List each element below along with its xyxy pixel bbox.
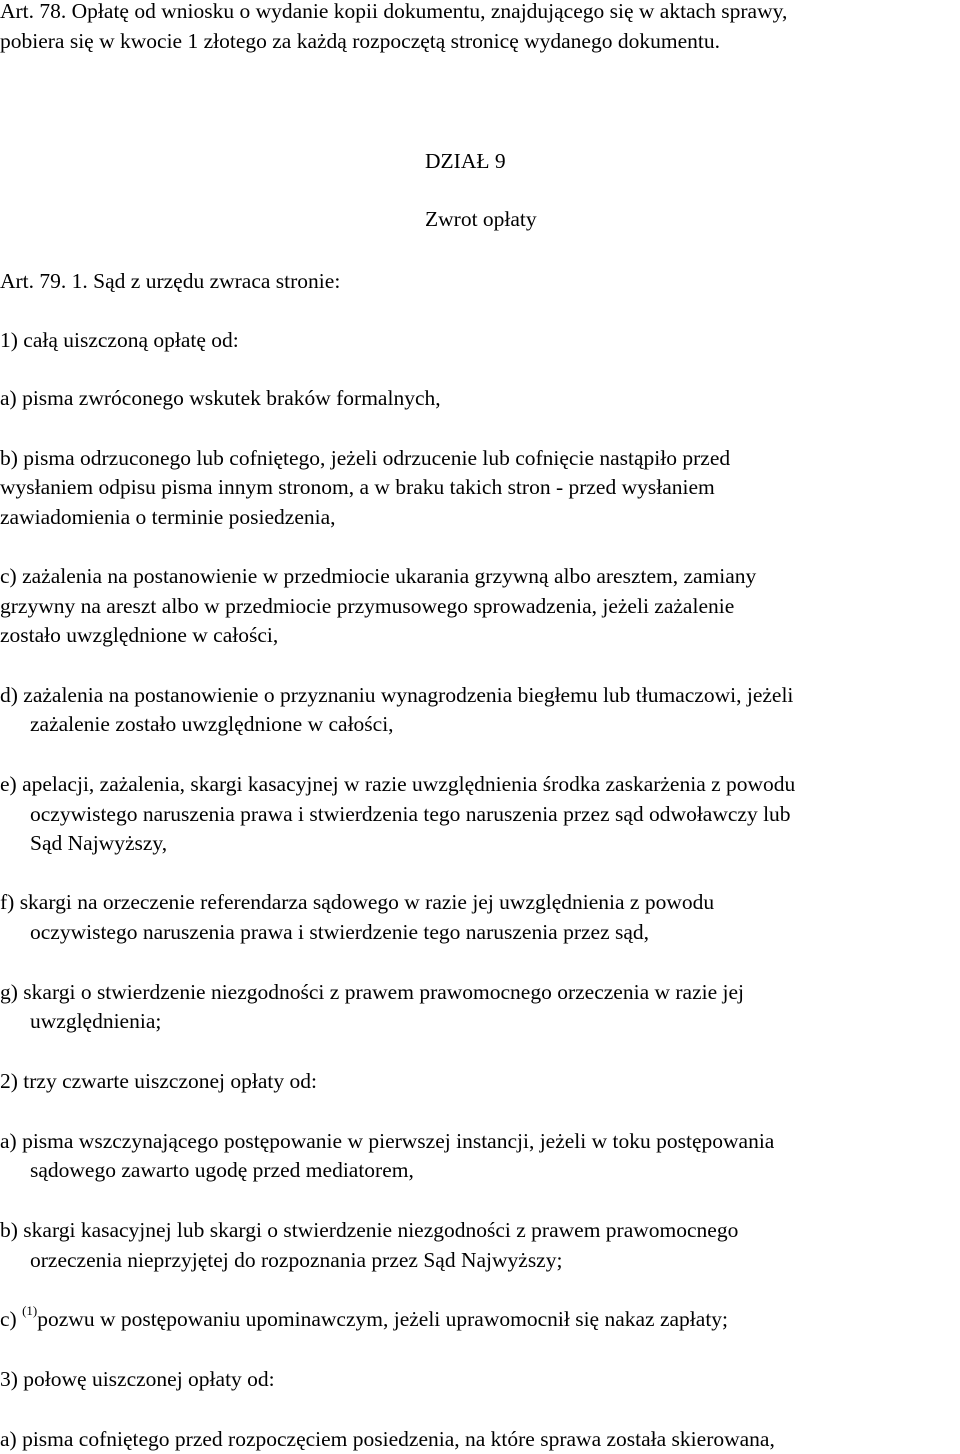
point-1c-line-1: c) zażalenia na postanowienie w przedmiocie ukarania grzywną albo aresztem, zamiany — [0, 564, 757, 588]
point-2-label: 2) trzy czwarte uiszczonej opłaty od: — [0, 1069, 317, 1093]
point-2c-text: pozwu w postępowaniu upominawczym, jeżeli uprawomocnił się nakaz zapłaty; — [37, 1307, 729, 1331]
point-1a: a) pisma zwróconego wskutek braków formalnych, — [0, 386, 441, 410]
art79-intro: Art. 79. 1. Sąd z urzędu zwraca stronie: — [0, 269, 341, 293]
section-title: Zwrot opłaty — [425, 207, 537, 231]
point-1b-line-1: b) pisma odrzuconego lub cofniętego, jeżeli odrzucenie lub cofnięcie nastąpiło przed — [0, 446, 731, 470]
point-2b-line-1: b) skargi kasacyjnej lub skargi o stwierdzenie niezgodności z prawem prawomocnego — [0, 1218, 739, 1242]
point-1-label: 1) całą uiszczoną opłatę od: — [0, 328, 239, 352]
point-3-label: 3) połowę uiszczonej opłaty od: — [0, 1367, 275, 1391]
point-1c-line-2: grzywny na areszt albo w przedmiocie przymusowego sprowadzenia, jeżeli zażalenie — [0, 594, 735, 618]
point-1g-line-2: uwzględnienia; — [30, 1009, 162, 1033]
art78-line-2: pobiera się w kwocie 1 złotego za każdą rozpoczętą stronicę wydanego dokumentu. — [0, 29, 720, 53]
point-1e-line-1: e) apelacji, zażalenia, skargi kasacyjnej w razie uwzględnienia środka zaskarżenia z powodu — [0, 772, 796, 796]
point-1e-line-2: oczywistego naruszenia prawa i stwierdzenia tego naruszenia przez sąd odwoławczy lub — [30, 802, 791, 826]
point-1b-line-3: zawiadomienia o terminie posiedzenia, — [0, 505, 336, 529]
point-3a-line-1: a) pisma cofniętego przed rozpoczęciem posiedzenia, na które sprawa została skierowana, — [0, 1427, 775, 1451]
point-1f-line-2: oczywistego naruszenia prawa i stwierdzenie tego naruszenia przez sąd, — [30, 920, 650, 944]
point-2c — [0, 1304, 728, 1334]
point-1f-line-1: f) skargi na orzeczenie referendarza sądowego w razie jej uwzględnienia z powodu — [0, 890, 715, 914]
point-1c-line-3: zostało uwzględnione w całości, — [0, 623, 279, 647]
point-2c-prefix: c) — [0, 1307, 23, 1331]
footnote-marker: (1) — [22, 1302, 38, 1318]
art78-line-1: Art. 78. Opłatę od wniosku o wydanie kopii dokumentu, znajdującego się w aktach sprawy, — [0, 0, 788, 23]
point-1b-line-2: wysłaniem odpisu pisma innym stronom, a w braku takich stron - przed wysłaniem — [0, 475, 715, 499]
point-1d-line-1: d) zażalenia na postanowienie o przyznaniu wynagrodzenia biegłemu lub tłumaczowi, jeżeli — [0, 683, 794, 707]
section-heading: DZIAŁ 9 — [425, 149, 506, 173]
point-1g-line-1: g) skargi o stwierdzenie niezgodności z prawem prawomocnego orzeczenia w razie jej — [0, 980, 745, 1004]
point-2a-line-2: sądowego zawarto ugodę przed mediatorem, — [30, 1158, 414, 1182]
point-1d-line-2: zażalenie zostało uwzględnione w całości, — [30, 712, 394, 736]
point-2b-line-2: orzeczenia nieprzyjętej do rozpoznania przez Sąd Najwyższy; — [30, 1248, 563, 1272]
point-2a-line-1: a) pisma wszczynającego postępowanie w pierwszej instancji, jeżeli w toku postępowania — [0, 1129, 775, 1153]
point-1e-line-3: Sąd Najwyższy, — [30, 831, 168, 855]
